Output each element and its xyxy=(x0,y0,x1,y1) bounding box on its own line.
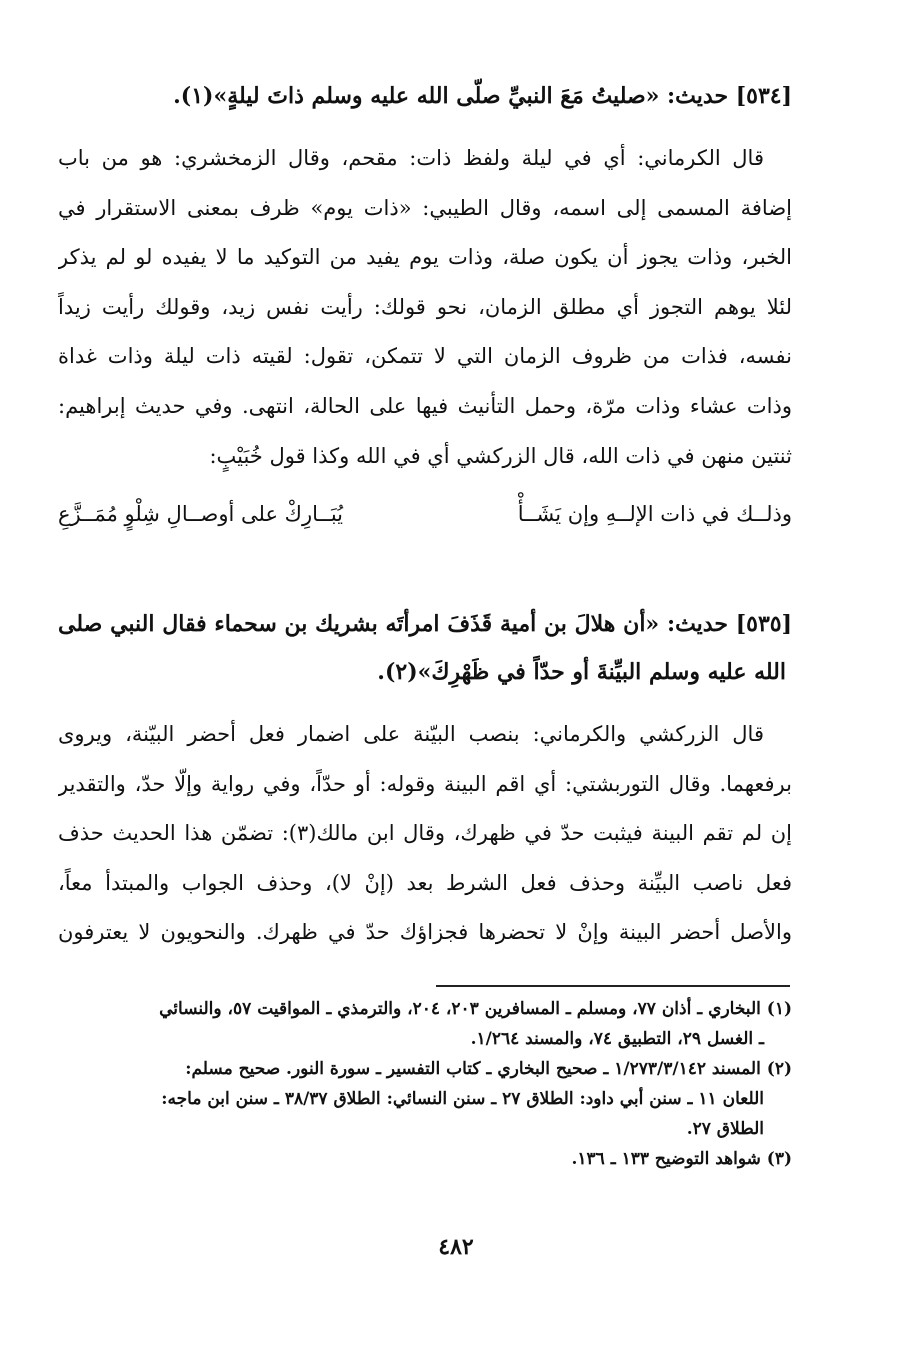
text-line: الخبر، وذات يجوز أن يكون صلة، وذات يوم يفيد من التوكيد ما لا يفيده لو لم يذكر xyxy=(58,245,792,270)
entry-535-heading xyxy=(58,600,792,696)
entry-534-commentary xyxy=(58,134,792,481)
text-line: برفعهما. وقال التوربشتي: أي اقم البينة وقوله: أو حدّاً، وفي رواية وإلّا حدّ، والتقدير xyxy=(58,771,792,796)
text-line: لئلا يوهم التجوز أي مطلق الزمان، نحو قولك: رأيت نفس زيد، وقولك رأيت زيداً xyxy=(58,294,792,319)
text-line: وذات عشاء وذات مرّة، وحمل التأنيث فيها على الحالة، انتهى. وفي حديث إبراهيم: xyxy=(58,393,792,418)
footnote-2-line: (٢) المسند ١/٢٧٣/٣/١٤٢ ـ صحيح البخاري ـ كتاب التفسير ـ سورة النور. صحيح مسلم: xyxy=(185,1059,792,1079)
heading-line: [٥٣٤] حديث: «صليتُ مَعَ النبيِّ صلّى الله عليه وسلم ذاتَ ليلةٍ»(١). xyxy=(173,83,792,109)
page-number: ٤٨٢ xyxy=(438,1234,474,1260)
heading-line: [٥٣٥] حديث: «أن هلالَ بن أمية قَذَفَ امرأتَه بشريك بن سحماء فقال النبي صلى xyxy=(58,611,792,637)
footnote-divider xyxy=(436,985,790,987)
footnote-2-line: اللعان ١١ ـ سنن أبي داود: الطلاق ٢٧ ـ سنن النسائي: الطلاق ٣٨/٣٧ ـ سنن ابن ماجه: xyxy=(161,1089,764,1109)
entry-534-heading xyxy=(58,72,792,120)
footnote-1-line: ـ الغسل ٢٩، التطبيق ٧٤، والمسند ١/٢٦٤. xyxy=(470,1029,764,1049)
text-line: قال الكرماني: أي في ليلة ولفظ ذات: مقحم، وقال الزمخشري: هو من باب xyxy=(58,146,764,170)
entry-535-commentary xyxy=(58,710,792,958)
verse-hemistich-second: يُبَــارِكْ على أوصــالِ شِلْوٍ مُمَــزَّعِ xyxy=(58,502,343,526)
footnote-1-line: (١) البخاري ـ أذان ٧٧، ومسلم ـ المسافرين ٢٠٣، ٢٠٤، والترمذي ـ المواقيت ٥٧، والنسائي xyxy=(159,999,792,1019)
text-line: إن لم تقم البينة فيثبت حدّ في ظهرك، وقال ابن مالك(٣): تضمّن هذا الحديث حذف xyxy=(58,821,792,846)
text-line: نفسه، فذات من ظروف الزمان التي لا تتمكن، تقول: لقيته ذات ليلة وذات غداة xyxy=(58,344,792,369)
verse-hemistich-first: وذلــك في ذات الإلــهِ وإن يَشَــأْ xyxy=(517,502,792,526)
footnote-2-line: الطلاق ٢٧. xyxy=(686,1119,764,1139)
heading-line: الله عليه وسلم البيِّنةَ أو حدّاً في ظَهْرِكَ»(٢). xyxy=(377,659,786,685)
text-line: ثنتين منهن في ذات الله، قال الزركشي أي في الله وكذا قول خُبَيْبٍ: xyxy=(209,443,792,468)
text-line: فعل ناصب البيِّنة وحذف فعل الشرط بعد (إنْ لا)، وحذف الجواب والمبتدأ معاً، xyxy=(58,870,792,895)
footnote-3-line: (٣) شواهد التوضيح ١٣٣ ـ ١٣٦. xyxy=(571,1149,792,1169)
text-line: والأصل أحضر البينة وإنْ لا تحضرها فجزاؤك حدّ في ظهرك. والنحويون لا يعترفون xyxy=(58,920,792,945)
footnotes xyxy=(58,994,792,1174)
text-line: قال الزركشي والكرماني: بنصب البيّنة على اضمار فعل أحضر البيّنة، ويروى xyxy=(58,722,764,746)
text-line: إضافة المسمى إلى اسمه، وقال الطيبي: «ذات يوم» ظرف بمعنى الاستقرار في xyxy=(58,195,792,220)
